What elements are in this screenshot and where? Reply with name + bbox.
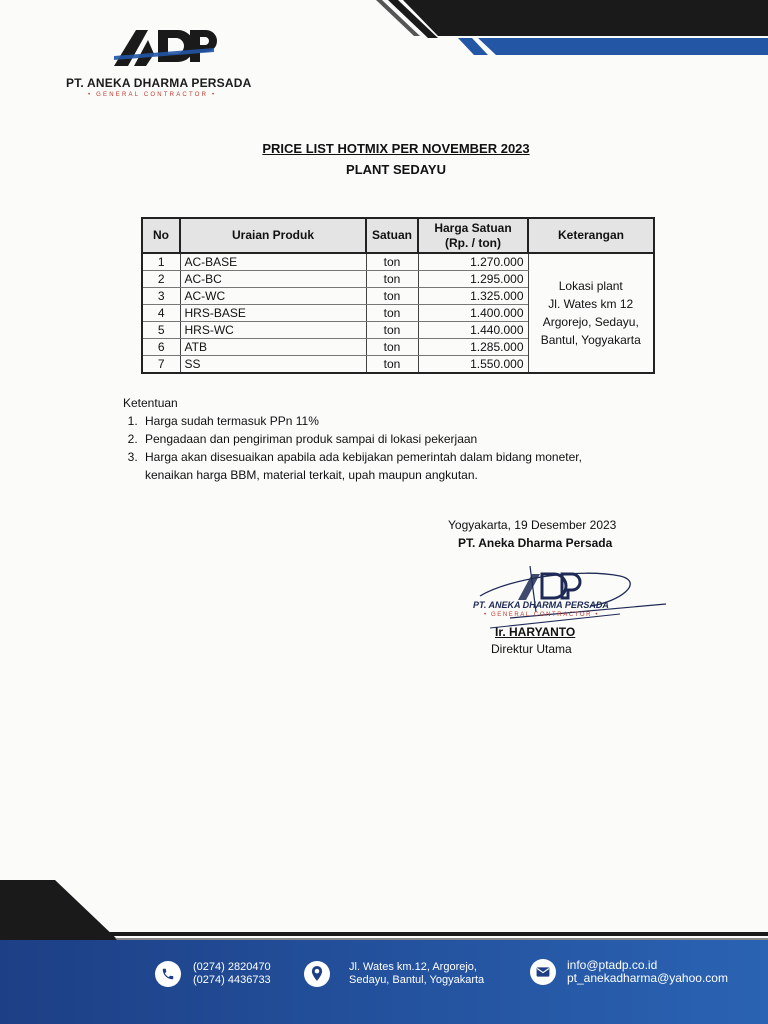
document-title: PRICE LIST HOTMIX PER NOVEMBER 2023: [262, 141, 530, 156]
terms-heading: Ketentuan: [123, 396, 178, 410]
stamp-company-name: PT. ANEKA DHARMA PERSADA: [473, 600, 609, 610]
terms-list: [123, 412, 615, 484]
footer-emails: [567, 959, 728, 985]
cell-no: 1: [142, 253, 180, 271]
cell-product: AC-WC: [180, 288, 366, 305]
footer-email-1[interactable]: info@ptadp.co.id: [567, 958, 658, 972]
cell-no: 4: [142, 305, 180, 322]
document-subtitle: PLANT SEDAYU: [346, 162, 446, 177]
cell-unit: ton: [366, 356, 418, 374]
phone-icon-glyph: [161, 967, 175, 981]
note-line: Bantul, Yogyakarta: [540, 333, 641, 347]
cell-product: SS: [180, 356, 366, 374]
footer-phone-1: (0274) 2820470: [193, 961, 271, 973]
cell-no: 5: [142, 322, 180, 339]
signer-position: Direktur Utama: [491, 642, 572, 656]
header-price-line1: Harga Satuan: [434, 220, 512, 235]
terms-item: 2. Pengadaan dan pengiriman produk sampai di lokasi pekerjaan: [141, 430, 615, 448]
header-note: Keterangan: [528, 218, 654, 253]
phone-icon: [155, 961, 181, 987]
cell-note: [528, 253, 654, 373]
footer-email-2[interactable]: pt_anekadharma@yahoo.com: [567, 971, 728, 985]
price-table: [141, 217, 655, 374]
cell-product: ATB: [180, 339, 366, 356]
cell-product: HRS-WC: [180, 322, 366, 339]
cell-unit: ton: [366, 305, 418, 322]
cell-price: 1.270.000: [418, 253, 528, 271]
table-row: [142, 253, 654, 271]
cell-unit: ton: [366, 253, 418, 271]
cell-price: 1.400.000: [418, 305, 528, 322]
cell-product: AC-BASE: [180, 253, 366, 271]
location-icon-glyph: [310, 966, 324, 982]
cell-price: 1.440.000: [418, 322, 528, 339]
logo-company-name: PT. ANEKA DHARMA PERSADA: [66, 76, 252, 90]
company-logo: [66, 26, 276, 106]
cell-no: 2: [142, 271, 180, 288]
header-price-line2: (Rp. / ton): [445, 235, 501, 250]
stamp-tagline: • GENERAL CONTRACTOR •: [484, 612, 600, 618]
header-stripes: [368, 0, 768, 55]
footer-phones: [193, 961, 271, 987]
cell-unit: ton: [366, 339, 418, 356]
footer-dark-shape: [0, 880, 768, 942]
footer-address-1: Jl. Wates km.12, Argorejo,: [349, 961, 477, 973]
cell-price: 1.325.000: [418, 288, 528, 305]
cell-unit: ton: [366, 322, 418, 339]
cell-no: 7: [142, 356, 180, 374]
header-unit: Satuan: [366, 218, 418, 253]
cell-product: AC-BC: [180, 271, 366, 288]
cell-no: 3: [142, 288, 180, 305]
signature-company: PT. Aneka Dharma Persada: [458, 536, 613, 550]
cell-no: 6: [142, 339, 180, 356]
header-no: No: [142, 218, 180, 253]
terms-item: 3. Harga akan disesuaikan apabila ada kebijakan pemerintah dalam bidang moneter, kenaikan harga BBM, material terkait, upah maupun angkutan.: [141, 448, 615, 484]
header-product: Uraian Produk: [180, 218, 366, 253]
cell-unit: ton: [366, 288, 418, 305]
header-price: [418, 218, 528, 253]
cell-unit: ton: [366, 271, 418, 288]
cell-price: 1.285.000: [418, 339, 528, 356]
note-line: Lokasi plant: [558, 279, 623, 293]
adp-logo-mark: [114, 26, 224, 72]
place-date: Yogyakarta, 19 Desember 2023: [448, 518, 617, 532]
terms-item: 1. Harga sudah termasuk PPn 11%: [141, 412, 615, 430]
footer-address: [349, 961, 484, 987]
email-icon-glyph: [536, 966, 550, 978]
note-line: Argorejo, Sedayu,: [542, 315, 639, 329]
cell-product: HRS-BASE: [180, 305, 366, 322]
footer-phone-2: (0274) 4436733: [193, 974, 271, 986]
logo-tagline: • GENERAL CONTRACTOR •: [88, 92, 217, 98]
location-icon: [304, 961, 330, 987]
signature-block: [448, 516, 616, 552]
email-icon: [530, 959, 556, 985]
note-line: Jl. Wates km 12: [548, 297, 634, 311]
signer-name: Ir. HARYANTO: [495, 625, 576, 639]
cell-price: 1.550.000: [418, 356, 528, 374]
footer-address-2: Sedayu, Bantul, Yogyakarta: [349, 974, 485, 986]
terms-section: [123, 394, 615, 484]
table-header-row: [142, 218, 654, 253]
cell-price: 1.295.000: [418, 271, 528, 288]
